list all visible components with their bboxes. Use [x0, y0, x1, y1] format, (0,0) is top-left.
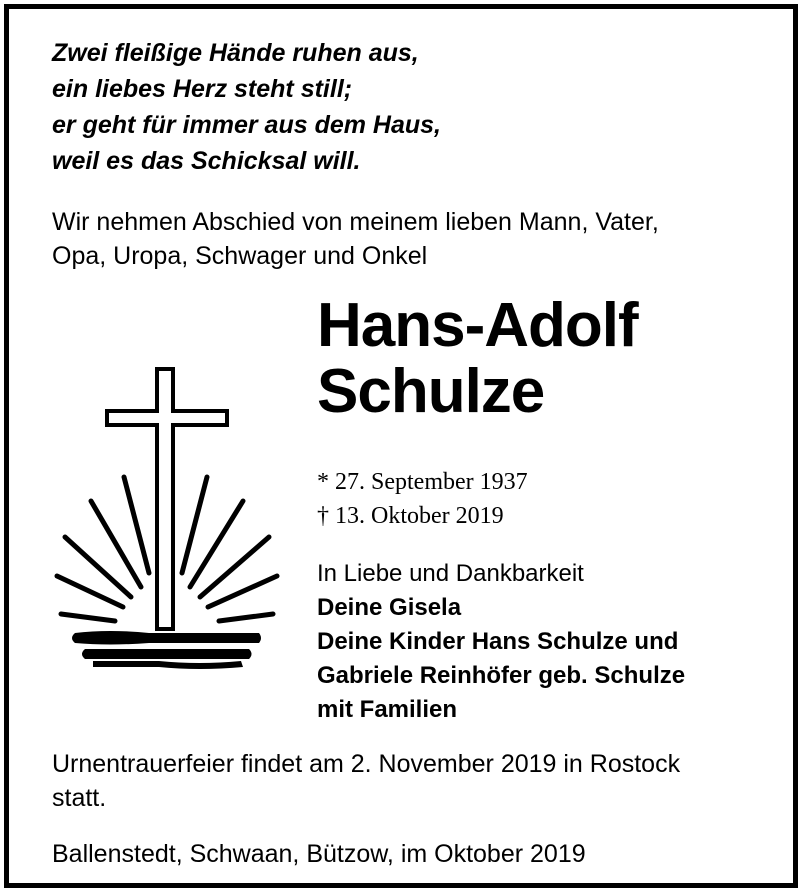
poem-line: Zwei fleißige Hände ruhen aus,: [52, 39, 419, 67]
poem: [52, 35, 441, 179]
deceased-name: [317, 293, 638, 425]
intro-line: Opa, Uropa, Schwager und Onkel: [52, 242, 428, 270]
place-and-date: Ballenstedt, Schwaan, Bützow, im Oktober 2019: [52, 840, 586, 868]
life-dates: [317, 465, 528, 533]
mourner-line: Deine Kinder Hans Schulze und: [317, 628, 679, 655]
poem-line: er geht für immer aus dem Haus,: [52, 111, 442, 139]
intro-line: Wir nehmen Abschied von meinem lieben Mann, Vater,: [52, 208, 659, 236]
obituary-notice: [4, 4, 798, 888]
ceremony-line: statt.: [52, 784, 107, 812]
cross-with-rising-sun-icon: [49, 361, 289, 671]
mourner-line: Gabriele Reinhöfer geb. Schulze: [317, 662, 686, 689]
farewell-intro: [52, 205, 659, 273]
deceased-first-name: Hans-Adolf: [317, 291, 638, 360]
death-date: † 13. Oktober 2019: [317, 503, 504, 529]
mourner-line: mit Familien: [317, 696, 458, 723]
ceremony-line: Urnentrauerfeier findet am 2. November 2019 in Rostock: [52, 750, 681, 778]
mourners-block: [317, 557, 685, 727]
birth-date: * 27. September 1937: [317, 469, 528, 495]
ceremony-notice: [52, 747, 680, 815]
deceased-last-name: Schulze: [317, 357, 545, 426]
poem-line: weil es das Schicksal will.: [52, 147, 361, 175]
poem-line: ein liebes Herz steht still;: [52, 75, 353, 103]
mourners-intro: In Liebe und Dankbarkeit: [317, 560, 584, 587]
mourner-line: Deine Gisela: [317, 594, 462, 621]
